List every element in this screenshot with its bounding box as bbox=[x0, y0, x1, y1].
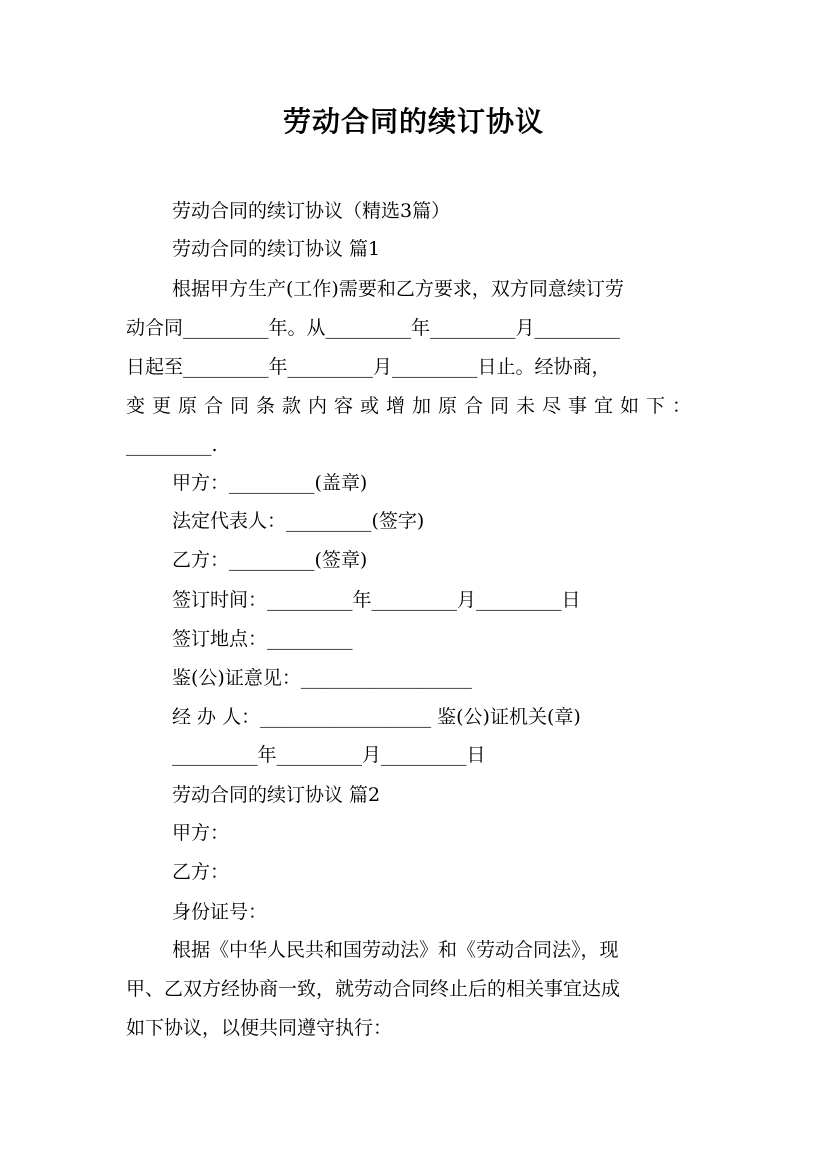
party-b-line: 乙方：_________(签章) bbox=[172, 549, 368, 571]
signing-date-line: 签订时间：_________年_________月_________日 bbox=[172, 589, 581, 611]
intro-line: 劳动合同的续订协议（精选3篇） bbox=[172, 200, 451, 222]
date-line: _________年_________月_________日 bbox=[172, 744, 486, 766]
paragraph-line: _________. bbox=[126, 434, 218, 456]
handler-line: 经 办 人：__________________ 鉴(公)证机关(章) bbox=[172, 706, 581, 728]
party-b-line: 乙方： bbox=[172, 861, 230, 883]
party-a-line: 甲方：_________(盖章) bbox=[172, 472, 368, 494]
paragraph-line: 日起至_________年_________月_________日止。经协商， bbox=[126, 356, 611, 378]
legal-representative-line: 法定代表人：_________(签字) bbox=[172, 510, 425, 532]
paragraph-line: 根据《中华人民共和国劳动法》和《劳动合同法》，现 bbox=[172, 939, 619, 961]
paragraph-line: 如下协议，以便共同遵守执行： bbox=[126, 1017, 393, 1039]
signing-place-line: 签订地点：_________ bbox=[172, 628, 353, 650]
party-a-line: 甲方： bbox=[172, 822, 230, 844]
section-heading-1: 劳动合同的续订协议 篇1 bbox=[172, 238, 381, 260]
paragraph-line: 动合同_________年。从_________年_________月_________ bbox=[126, 317, 621, 339]
paragraph-line: 根据甲方生产(工作)需要和乙方要求，双方同意续订劳 bbox=[172, 278, 624, 300]
id-number-line: 身份证号： bbox=[172, 901, 268, 923]
section-heading-2: 劳动合同的续订协议 篇2 bbox=[172, 784, 381, 806]
paragraph-line: 变更原合同条款内容或增加原合同未尽事宜如下： bbox=[126, 395, 699, 417]
notarization-opinion-line: 鉴(公)证意见：__________________ bbox=[172, 667, 472, 689]
paragraph-line: 甲、乙双方经协商一致，就劳动合同终止后的相关事宜达成 bbox=[126, 978, 621, 1000]
document-title: 劳动合同的续订协议 bbox=[282, 105, 544, 138]
